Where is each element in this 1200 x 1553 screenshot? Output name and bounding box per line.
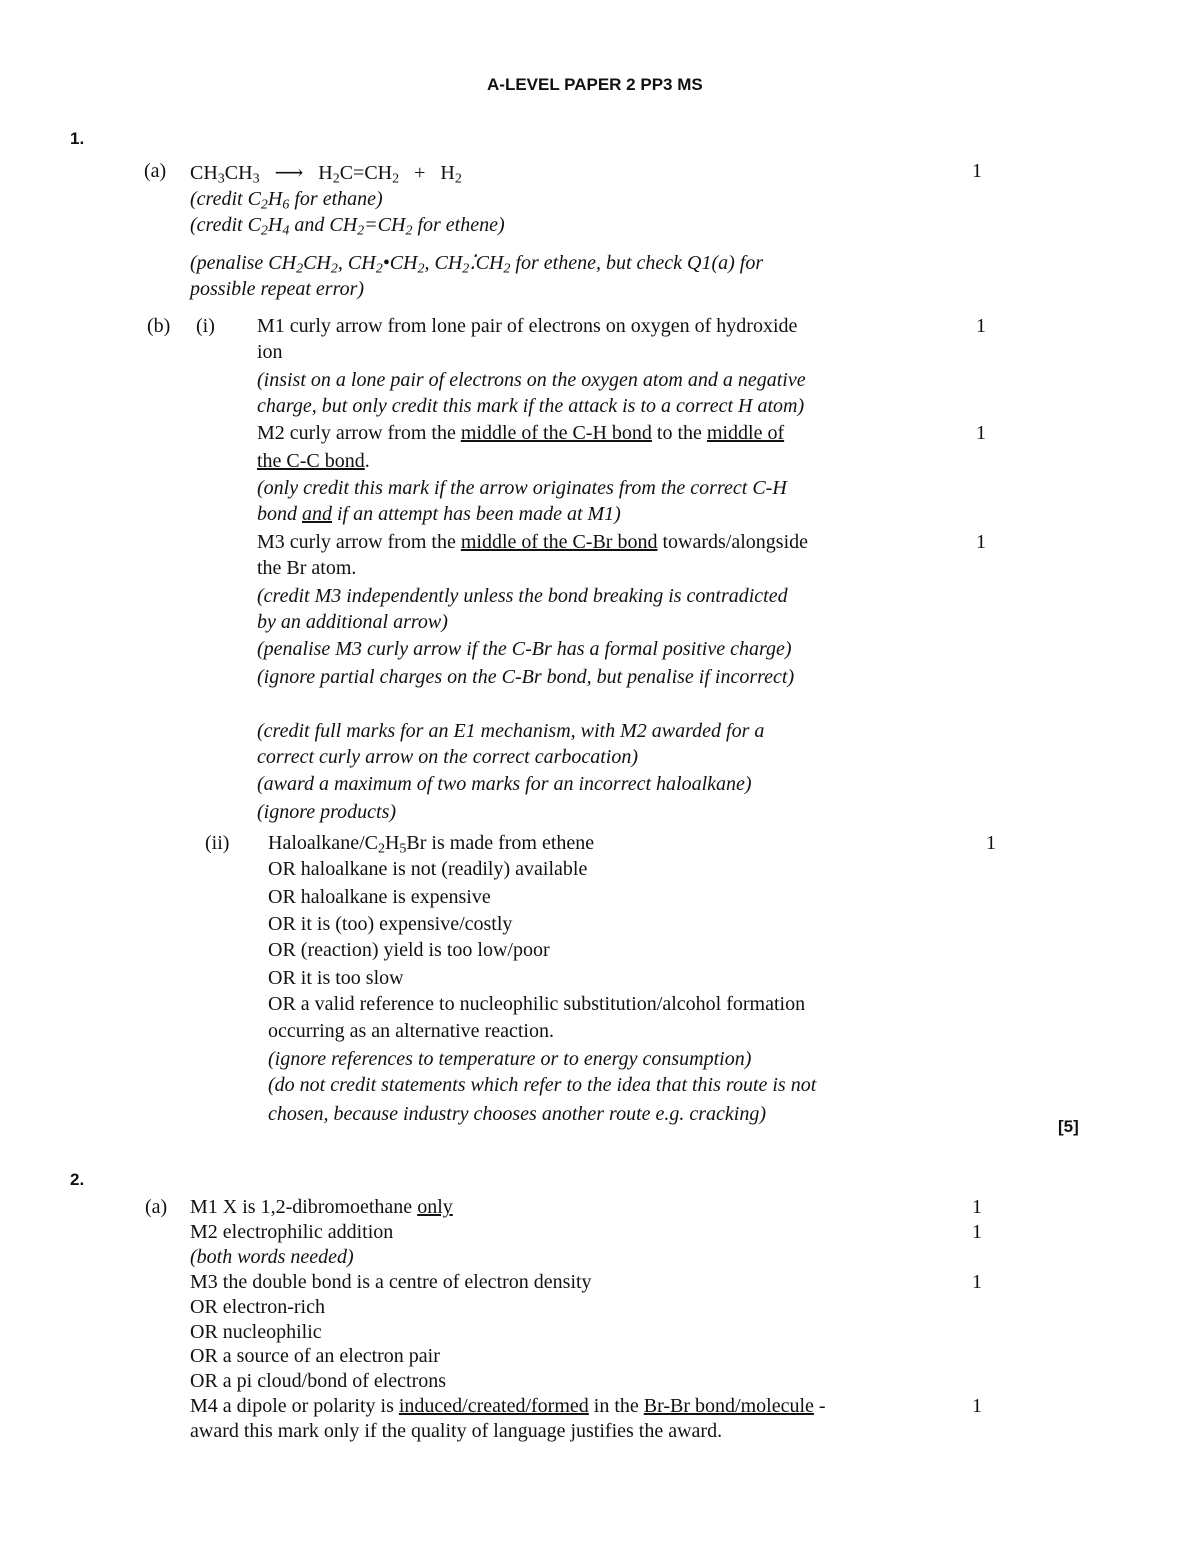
page-title: A-LEVEL PAPER 2 PP3 MS <box>487 75 703 94</box>
answer-1bii-3: OR haloalkane is expensive <box>268 886 491 908</box>
m2-1bi-line1: M2 curly arrow from the middle of the C-H bond to the middle of <box>257 422 785 444</box>
m2-2a: M2 electrophilic addition <box>190 1221 394 1243</box>
note-1bi-5: (credit M3 independently unless the bond breaking is contradicted <box>257 585 788 607</box>
reaction-arrow-icon: ⟶ <box>274 162 304 184</box>
answer-1bii-5: OR (reaction) yield is too low/poor <box>268 939 550 961</box>
note-1bi-12: (ignore products) <box>257 801 397 823</box>
note-1bii-2: (do not credit statements which refer to the idea that this route is not <box>268 1074 817 1096</box>
mark-2a-m2: 1 <box>972 1221 982 1243</box>
m3-2a: M3 the double bond is a centre of electron density <box>190 1271 592 1293</box>
mark-1bi-m1: 1 <box>976 315 986 337</box>
m1-2a: M1 X is 1,2-dibromoethane only <box>190 1196 453 1218</box>
m4-2a-line1: M4 a dipole or polarity is induced/created/formed in the Br-Br bond/molecule - <box>190 1395 826 1417</box>
note-1a-4: possible repeat error) <box>190 278 365 300</box>
note-2a-1: (both words needed) <box>190 1246 354 1268</box>
note-1bi-2: charge, but only credit this mark if the attack is to a correct H atom) <box>257 395 805 417</box>
alt-2a-3: OR a source of an electron pair <box>190 1345 440 1367</box>
mark-1bi-m3: 1 <box>976 531 986 553</box>
note-1bii-3: chosen, because industry chooses another route e.g. cracking) <box>268 1103 767 1125</box>
note-1bi-6: by an additional arrow) <box>257 611 448 633</box>
note-1bi-3: (only credit this mark if the arrow originates from the correct C-H <box>257 477 787 499</box>
answer-1bii-6: OR it is too slow <box>268 967 404 989</box>
m3-1bi-line1: M3 curly arrow from the middle of the C-Br bond towards/alongside <box>257 531 808 553</box>
note-1bi-11: (award a maximum of two marks for an incorrect haloalkane) <box>257 773 752 795</box>
note-1bi-10: correct curly arrow on the correct carbocation) <box>257 746 639 768</box>
mark-2a-m1: 1 <box>972 1196 982 1218</box>
note-1a-3: (penalise $CH_2CH_2$, $CH_2•CH_2$, $CH_2⁚CH_2$ for ethene, but check Q1(a) for <box>190 252 764 277</box>
answer-1bii-1: Haloalkane/$C_2H_5Br$ is made from ethene <box>268 832 595 857</box>
subpart-label-1bi: (i) <box>196 315 215 337</box>
answer-1bii-4: OR it is (too) expensive/costly <box>268 913 513 935</box>
note-1bi-1: (insist on a lone pair of electrons on the oxygen atom and a negative <box>257 369 806 391</box>
m1-1bi-line2: ion <box>257 341 283 363</box>
m1-1bi-line1: M1 curly arrow from lone pair of electrons on oxygen of hydroxide <box>257 315 798 337</box>
answer-1bii-2: OR haloalkane is not (readily) available <box>268 858 588 880</box>
equation-1a: $CH_3CH_3$ ⟶ $H_2C=CH_2$ + $H_2$ <box>190 162 462 187</box>
part-label-1a: (a) <box>144 160 167 182</box>
answer-1bii-7: OR a valid reference to nucleophilic substitution/alcohol formation <box>268 993 806 1015</box>
mark-1bi-m2: 1 <box>976 422 986 444</box>
note-1bi-9: (credit full marks for an E1 mechanism, with M2 awarded for a <box>257 720 765 742</box>
mark-1bii: 1 <box>986 832 996 854</box>
m2-1bi-line2: the C-C bond. <box>257 450 370 472</box>
note-1bi-4: bond and if an attempt has been made at M1) <box>257 503 621 525</box>
question-number-1: 1. <box>70 129 85 148</box>
mark-2a-m4: 1 <box>972 1395 982 1417</box>
alt-2a-1: OR electron-rich <box>190 1296 325 1318</box>
total-marks-q1: [5] <box>1058 1117 1079 1136</box>
alt-2a-4: OR a pi cloud/bond of electrons <box>190 1370 447 1392</box>
note-1bii-1: (ignore references to temperature or to energy consumption) <box>268 1048 752 1070</box>
note-1bi-7: (penalise M3 curly arrow if the C-Br has a formal positive charge) <box>257 638 792 660</box>
subpart-label-1bii: (ii) <box>205 832 230 854</box>
question-number-2: 2. <box>70 1170 85 1189</box>
alt-2a-2: OR nucleophilic <box>190 1321 322 1343</box>
note-1bi-8: (ignore partial charges on the C-Br bond, but penalise if incorrect) <box>257 666 795 688</box>
note-1a-1: (credit $C_2H_6$ for ethane) <box>190 188 383 213</box>
m4-2a-line2: award this mark only if the quality of language justifies the award. <box>190 1420 723 1442</box>
mark-2a-m3: 1 <box>972 1271 982 1293</box>
answer-1bii-8: occurring as an alternative reaction. <box>268 1020 554 1042</box>
note-1a-2: (credit $C_2H_4$ and $CH_2=CH_2$ for ethene) <box>190 214 505 239</box>
part-label-2a: (a) <box>145 1196 168 1218</box>
m3-1bi-line2: the Br atom. <box>257 557 357 579</box>
mark-1a: 1 <box>972 160 982 182</box>
part-label-1b: (b) <box>147 315 171 337</box>
